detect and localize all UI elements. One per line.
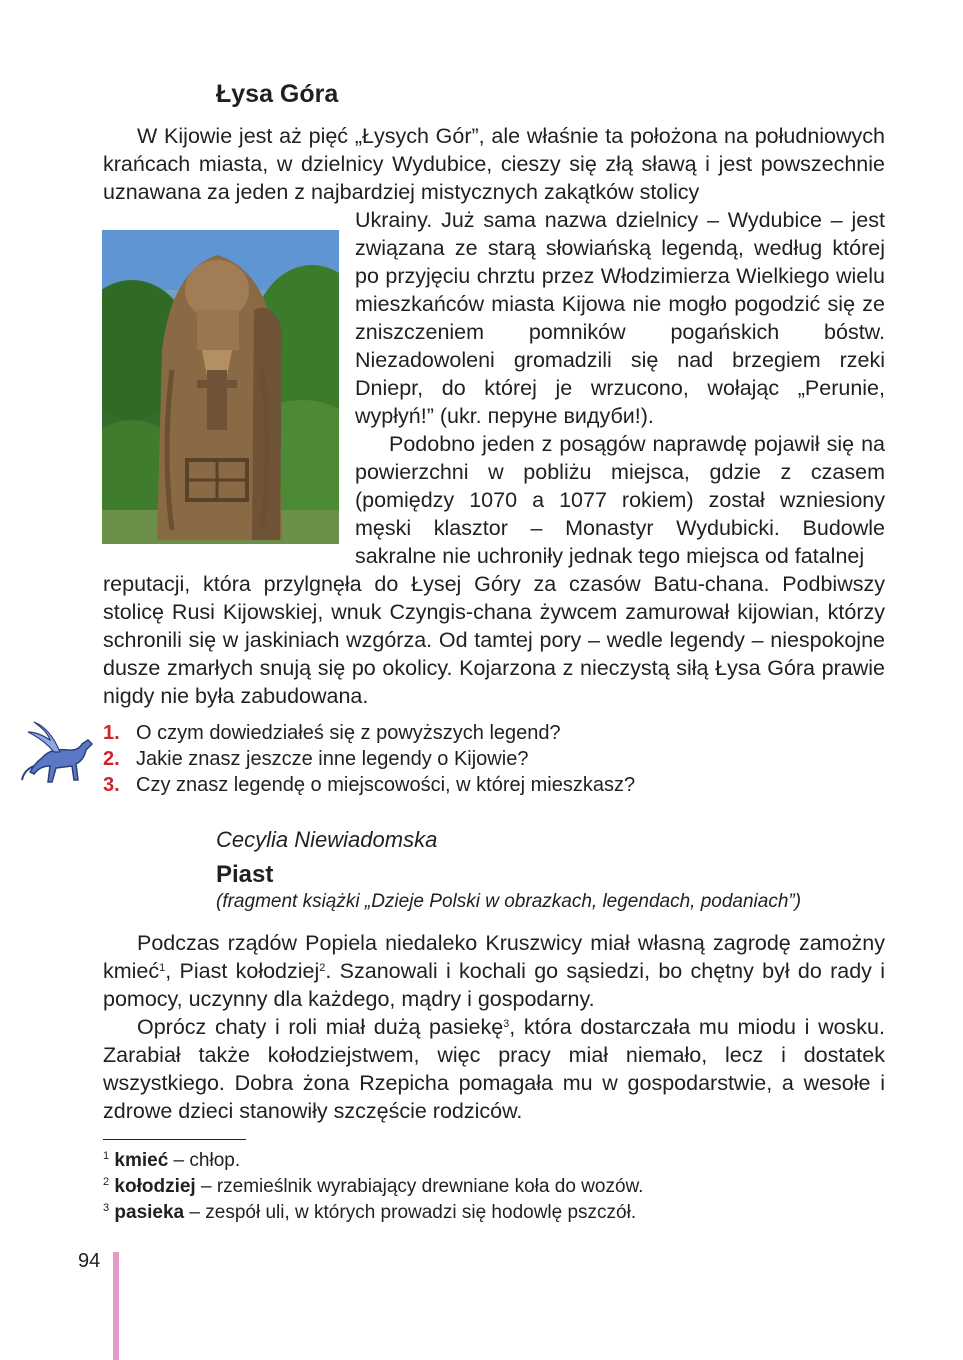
paragraph-monastery: Podobno jeden z posągów naprawdę pojawił się na powierzchni w pobliżu miejsca, gdzie z czasem (pomiędzy 1070 a 1077 rokiem) został wzniesiony męski klasztor – Monastyr Wydubicki. Budowle sakralne nie uchroniły jednak tego miejsca od fatalnej <box>355 432 885 568</box>
question-text: Jakie znasz jeszcze inne legendy o Kijowie? <box>136 748 529 770</box>
footnote-term: kmieć <box>114 1150 169 1171</box>
question-number: 2. <box>103 748 120 770</box>
footnote-ref: 2 <box>319 962 326 974</box>
question-number: 3. <box>103 774 120 796</box>
text-span: , która dostarczała mu miodu i wosku. Zarabiał także kołodziejstwem, więc pracy miał niemało, lecz i dostatek wszystkiego. Dobra żona Rzepicha pomagała mu w gospodarstwie, a wesołe i zdrowe dzieci stanowiły szczęście rodziców. <box>103 1015 885 1123</box>
wooden-idol-photo <box>102 230 339 544</box>
footnote-number: 1 <box>103 1150 110 1162</box>
footnote-term: pasieka <box>114 1202 185 1223</box>
question-item <box>103 720 635 746</box>
pegasus-icon <box>20 718 100 790</box>
footnote-number: 3 <box>103 1202 110 1214</box>
paragraph-batu-khan: reputacji, która przylgnęła do Łysej Góry za czasów Batu-chana. Podbiwszy stolicę Rusi Kijowskiej, wnuk Czyngis-chana żywcem zamurował kijowian, którzy schronili się w jaskiniach wzgórza. Od tamtej pory – wedle legendy – niespokojne dusze zmarłych snują się po okolicy. Kojarzona z nieczystą siłą Łysa Góra prawie nigdy nie była zabudowana. <box>103 572 885 708</box>
section-subtitle: (fragment książki „Dzieje Polski w obrazkach, legendach, podaniach”) <box>216 891 802 912</box>
text-span: , Piast kołodziej <box>165 959 320 983</box>
questions-list <box>103 720 635 798</box>
footnote-definition: – chłop. <box>168 1150 241 1171</box>
footnote-ref: 3 <box>503 1018 510 1030</box>
footnote-divider <box>103 1139 246 1140</box>
footnote-item <box>103 1148 643 1174</box>
paragraph-intro: W Kijowie jest aż pięć „Łysych Gór”, ale właśnie ta położona na południowych krańcach miasta, w dzielnicy Wydubice, cieszy się złą sławą i jest powszechnie uznawana za jeden z najbardziej mistycznych zakątków stolicy <box>103 124 885 204</box>
footnote-term: kołodziej <box>114 1176 196 1197</box>
page-number: 94 <box>78 1250 101 1272</box>
text-span: Podczas rządów Popiela niedaleko Kruszwicy miał własną zagrodę zamożny kmieć <box>103 931 885 983</box>
text-span: . Szanowali i kochali go sąsiedzi, bo chętny był do rady i pomocy, uczynny dla każdego, mądry i gospodarny. <box>103 959 885 1011</box>
footnote-definition: – zespół uli, w których prowadzi się hodowlę pszczół. <box>184 1202 637 1223</box>
question-item <box>103 746 635 772</box>
section-title-lysa-gora: Łysa Góra <box>216 80 339 108</box>
paragraph-piast-1 <box>103 929 885 1013</box>
paragraph-piast-2 <box>103 1013 885 1125</box>
section-title-piast: Piast <box>216 861 274 888</box>
question-item <box>103 772 635 798</box>
footnote-definition: – rzemieślnik wyrabiający drewniane koła do wozów. <box>195 1176 644 1197</box>
question-number: 1. <box>103 722 120 744</box>
footnote-item <box>103 1174 643 1200</box>
footnote-item <box>103 1200 643 1226</box>
footnotes-list <box>103 1148 643 1226</box>
paragraph-legend-wydubice: Ukrainy. Już sama nazwa dzielnicy – Wydubice – jest związana ze starą słowiańską legendą, według której po przyjęciu chrztu przez Włodzimierza Wielkiego wielu mieszkańców miasta Kijowa nie mogło pogodzić się ze zniszczeniem pomników pogańskich bóstw. Niezadowoleni gromadzili się nad brzegiem rzeki Dniepr, do której je wrzucono, wołając „Perunie, wypłyń!” (ukr. перуне видуби!). <box>355 208 885 428</box>
page-margin-bar <box>113 1252 119 1360</box>
footnote-number: 2 <box>103 1176 110 1188</box>
question-text: Czy znasz legendę o miejscowości, w której mieszkasz? <box>136 774 636 796</box>
author-name: Cecylia Niewiadomska <box>216 827 438 852</box>
question-text: O czym dowiedziałeś się z powyższych legend? <box>136 722 561 744</box>
text-span: Oprócz chaty i roli miał dużą pasiekę <box>137 1015 504 1039</box>
footnote-ref: 1 <box>159 962 166 974</box>
